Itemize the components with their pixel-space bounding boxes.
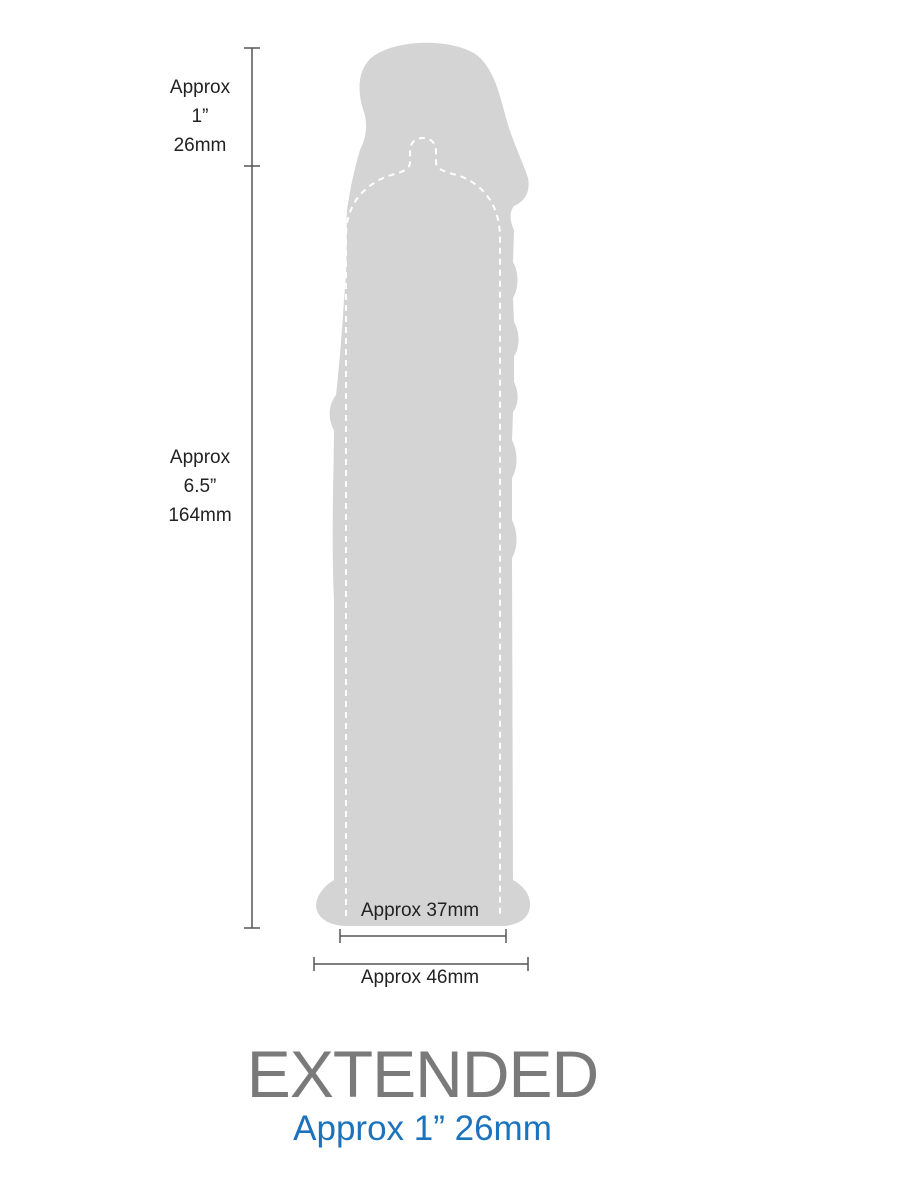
product-silhouette	[316, 43, 530, 926]
outer-width-label: Approx 46mm	[360, 967, 480, 988]
main-length-line1: Approx	[169, 447, 231, 468]
top-extension-line3: 26mm	[173, 135, 227, 156]
main-length-line3: 164mm	[168, 505, 232, 526]
top-extension-label	[120, 73, 280, 160]
inner-width-label: Approx 37mm	[360, 900, 480, 921]
main-length-label	[120, 443, 280, 530]
page-subtitle: Approx 1” 26mm	[293, 1109, 552, 1148]
top-extension-line1: Approx	[169, 77, 231, 98]
top-extension-line2: 1”	[191, 106, 209, 127]
main-length-line2: 6.5”	[183, 476, 217, 497]
page-title: EXTENDED	[246, 1037, 599, 1111]
